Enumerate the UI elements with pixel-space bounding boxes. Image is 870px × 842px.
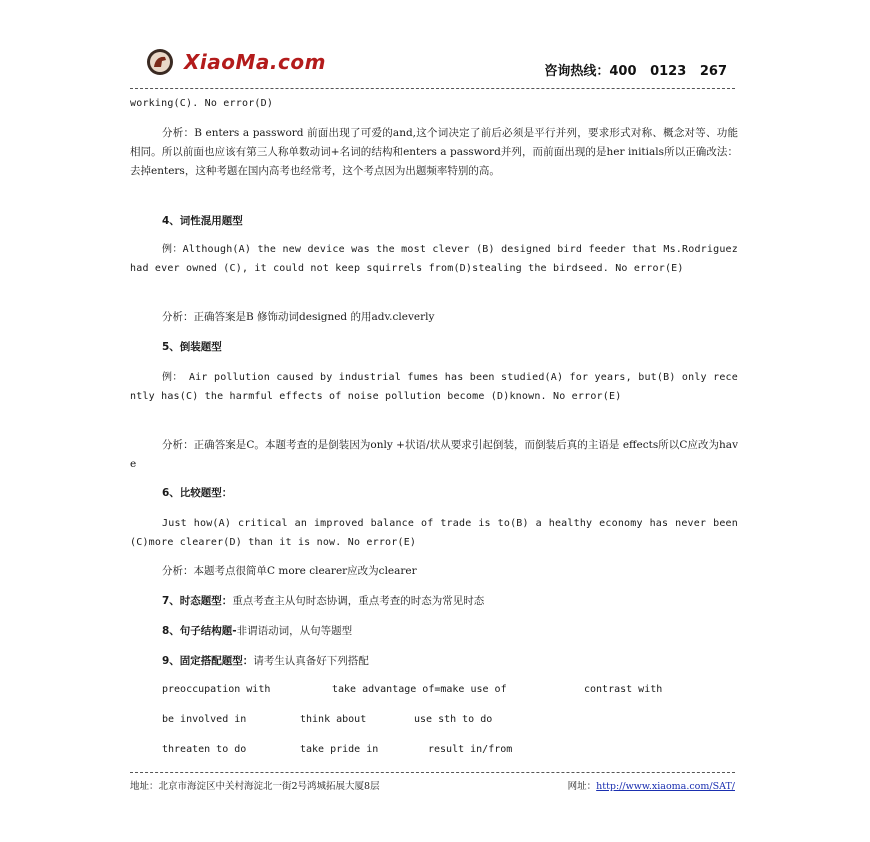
- footer-address: 地址：北京市海淀区中关村海淀北一街2号鸿城拓展大厦8层: [130, 781, 380, 792]
- section-heading-9: 9、固定搭配题型：: [162, 655, 254, 667]
- logo: [146, 48, 326, 76]
- example-6: Just how(A) critical an improved balance of trade is to(B) a healthy economy has never been (C)more clearer(D) than it is now. No error(E): [130, 518, 738, 548]
- horse-logo-icon: [146, 48, 174, 76]
- hotline: 咨询热线：400 0123 267: [544, 64, 727, 79]
- header-divider: [130, 88, 735, 89]
- phrase-item: use sth to do: [414, 714, 493, 725]
- phrase-item: result in/from: [428, 744, 513, 755]
- page-header: [130, 40, 735, 88]
- section-7: [130, 592, 738, 611]
- footer-site: [568, 778, 735, 792]
- section-8-text: 非谓语动词，从句等题型: [236, 625, 353, 637]
- example-5: 例： Air pollution caused by industrial fumes has been studied(A) for years, but(B) only recently has(C) the harmful effects of noise pollution become (D)known. No error(E): [130, 372, 738, 402]
- section-heading-8: 8、句子结构题-: [162, 625, 237, 637]
- section-9: [130, 652, 738, 671]
- phrase-item: threaten to do: [162, 744, 247, 755]
- phrase-item: take pride in: [300, 744, 379, 755]
- section-7-text: 重点考查主从句时态协调，重点考查的时态为常见时态: [232, 595, 485, 607]
- footer-site-link[interactable]: http://www.xiaoma.com/SAT/: [596, 781, 735, 792]
- section-heading-5: 5、倒装题型: [162, 341, 222, 353]
- phrase-item: think about: [300, 714, 367, 725]
- analysis-5: 分析：正确答案是C。本题考查的是倒装因为only +状语/状从要求引起倒装，而倒装后真的主语是 effects所以C应改为have: [130, 439, 738, 470]
- continued-line: working(C). No error(D): [130, 98, 274, 109]
- phrase-item: be involved in: [162, 714, 247, 725]
- footer-divider: [130, 772, 735, 773]
- phrase-item: preoccupation with: [162, 684, 271, 695]
- section-heading-6: 6、比较题型：: [162, 487, 233, 499]
- analysis-4: 分析：正确答案是B 修饰动词designed 的用adv.cleverly: [162, 311, 435, 323]
- example-4: 例：Although(A) the new device was the most clever (B) designed bird feeder that Ms.Rodriguez had ever owned (C), it could not keep squirrels from(D)stealing the birdseed. No error(E): [130, 244, 738, 274]
- section-heading-4: 4、词性混用题型: [162, 215, 243, 227]
- section-8: [130, 622, 738, 641]
- analysis-6: 分析：本题考点很简单C more clearer应改为clearer: [162, 565, 417, 577]
- footer-site-label: 网址：: [567, 781, 597, 792]
- analysis-paragraph-1: 分析：B enters a password 前面出现了可爱的and,这个词决定了前后必须是平行并列，要求形式对称、概念对等、功能相同。所以前面也应该有第三人称单数动词+名词的结构和enters a password并列，而前面出现的是her initials所以正确改法：去掉enters，这种考题在国内高考也经常考，这个考点因为出题频率特别的高。: [130, 127, 738, 177]
- section-heading-7: 7、时态题型：: [162, 595, 233, 607]
- section-9-text: 请考生认真备好下列搭配: [253, 655, 369, 667]
- phrase-item: contrast with: [584, 684, 663, 695]
- logo-text: XiaoMa.com: [184, 50, 326, 74]
- phrase-item: take advantage of=make use of: [332, 684, 507, 695]
